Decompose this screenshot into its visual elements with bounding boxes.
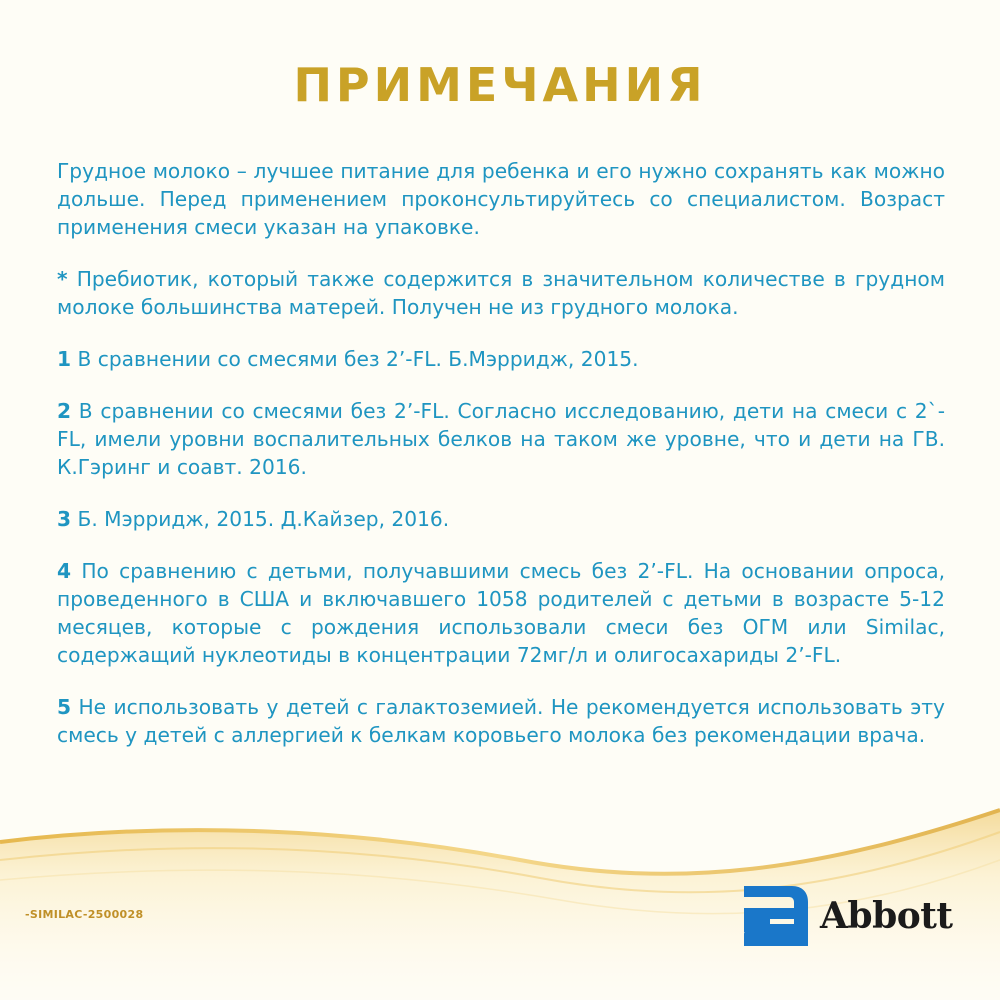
note-4 (57, 557, 945, 669)
note-text: Пребиотик, который также содержится в значительном количестве в грудном молоке большинства матерей. Получен не из грудного молока. (57, 267, 945, 319)
note-marker: 5 (57, 695, 72, 719)
note-marker: 1 (57, 347, 72, 371)
note-intro (57, 157, 945, 241)
note-text: В сравнении со смесями без 2’-FL. Согласно исследованию, дети на смеси с 2`-FL, имели уровни воспалительных белков на таком же уровне, что и дети на ГВ. К.Гэринг и соавт. 2016. (57, 399, 945, 479)
note-text: В сравнении со смесями без 2’-FL. Б.Мэрридж, 2015. (77, 347, 639, 371)
note-marker: 2 (57, 399, 72, 423)
note-asterisk (57, 265, 945, 321)
abbott-logo-icon (744, 886, 810, 946)
note-marker: * (57, 267, 68, 291)
brand-name: Abbott (820, 895, 953, 937)
note-text: Б. Мэрридж, 2015. Д.Кайзер, 2016. (77, 507, 450, 531)
note-marker: 3 (57, 507, 72, 531)
notes-list (57, 157, 945, 773)
abbott-logo (744, 886, 953, 946)
note-3 (57, 505, 945, 533)
document-code: -SIMILAC-2500028 (25, 908, 144, 921)
note-text: Грудное молоко – лучшее питание для ребенка и его нужно сохранять как можно дольше. Перед применением проконсультируйтесь со специалистом. Возраст применения смеси указан на упаковке. (57, 159, 945, 239)
note-text: Не использовать у детей с галактоземией. Не рекомендуется использовать эту смесь у детей с аллергией к белкам коровьего молока без рекомендации врача. (57, 695, 945, 747)
note-2 (57, 397, 945, 481)
note-5 (57, 693, 945, 749)
page-title: ПРИМЕЧАНИЯ (293, 58, 707, 112)
note-1 (57, 345, 945, 373)
note-text: По сравнению с детьми, получавшими смесь без 2’-FL. На основании опроса, проведенного в США и включавшего 1058 родителей с детьми в возрасте 5-12 месяцев, которые с рождения использовали смеси без ОГМ или Similac, содержащий нуклеотиды в концентрации 72мг/л и олигосахариды 2’-FL. (57, 559, 945, 667)
note-marker: 4 (57, 559, 72, 583)
